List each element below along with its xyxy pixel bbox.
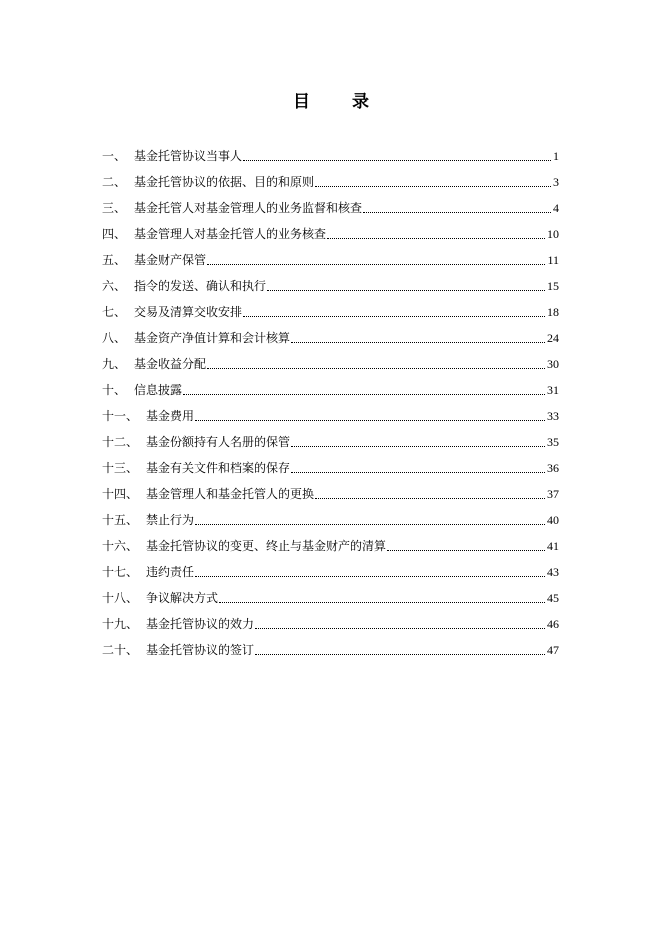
toc-entry-title: 基金托管协议的变更、终止与基金财产的清算 [146, 539, 387, 553]
toc-entry[interactable] [102, 221, 559, 247]
toc-entry[interactable] [102, 195, 559, 221]
toc-entry-number: 九、 [102, 357, 127, 371]
toc-entry[interactable] [102, 429, 559, 455]
toc-entry[interactable] [102, 377, 559, 403]
toc-dot-leader [183, 393, 545, 395]
toc-entry[interactable] [102, 247, 559, 273]
page-title: 目 录 [293, 92, 387, 112]
toc-entry[interactable] [102, 273, 559, 299]
toc-entry-number: 二十、 [102, 643, 139, 657]
toc-entry-title: 信息披露 [134, 383, 183, 397]
toc-dot-leader [291, 471, 545, 473]
toc-entry-title: 基金托管协议当事人 [134, 149, 243, 163]
toc-entry[interactable] [102, 507, 559, 533]
toc-dot-leader [291, 445, 545, 447]
toc-page-number: 33 [547, 409, 559, 423]
toc-page-number: 46 [547, 617, 559, 631]
toc-entry-number: 二、 [102, 175, 127, 189]
toc-page-number: 10 [547, 227, 559, 241]
toc-entry-title: 交易及清算交收安排 [134, 305, 243, 319]
toc-page-number: 40 [547, 513, 559, 527]
toc-entry-number: 十一、 [102, 409, 139, 423]
toc-entry-number: 十二、 [102, 435, 139, 449]
toc-dot-leader [267, 289, 545, 291]
toc-page-number: 47 [547, 643, 559, 657]
toc-entry[interactable] [102, 533, 559, 559]
toc-entry[interactable] [102, 403, 559, 429]
toc-dot-leader [195, 523, 545, 525]
toc-entry-number: 十六、 [102, 539, 139, 553]
toc-page-number: 43 [547, 565, 559, 579]
toc-entry-title: 基金收益分配 [134, 357, 207, 371]
toc-page-number: 18 [547, 305, 559, 319]
toc-entry-number: 三、 [102, 201, 127, 215]
toc-page-number: 15 [547, 279, 559, 293]
toc-entry-title: 基金份额持有人名册的保管 [146, 435, 291, 449]
toc-entry-title: 基金托管协议的依据、目的和原则 [134, 175, 315, 189]
toc-entry-number: 十五、 [102, 513, 139, 527]
toc-page-number: 4 [553, 201, 559, 215]
toc-entry-title: 基金费用 [146, 409, 195, 423]
toc-entry-number: 八、 [102, 331, 127, 345]
toc-entry[interactable] [102, 637, 559, 663]
toc-entry-title: 争议解决方式 [146, 591, 219, 605]
toc-entry-number: 五、 [102, 253, 127, 267]
toc-entry[interactable] [102, 299, 559, 325]
toc-dot-leader [327, 237, 545, 239]
toc-dot-leader [363, 211, 551, 213]
toc-dot-leader [315, 497, 545, 499]
toc-page-number: 35 [547, 435, 559, 449]
toc-dot-leader [255, 627, 545, 629]
toc-entry-title: 基金托管协议的签订 [146, 643, 255, 657]
toc-entry-number: 十四、 [102, 487, 139, 501]
toc-entry-title: 基金托管人对基金管理人的业务监督和核查 [134, 201, 363, 215]
toc-dot-leader [387, 549, 545, 551]
toc-entry-number: 六、 [102, 279, 127, 293]
toc-entry[interactable] [102, 169, 559, 195]
toc-dot-leader [207, 263, 545, 265]
toc-entry[interactable] [102, 143, 559, 169]
toc-entry[interactable] [102, 325, 559, 351]
toc-entry-number: 十、 [102, 383, 127, 397]
toc-entry-title: 指令的发送、确认和执行 [134, 279, 267, 293]
toc-page-number: 36 [547, 461, 559, 475]
toc-dot-leader [207, 367, 545, 369]
toc-entry[interactable] [102, 585, 559, 611]
toc-entry-title: 基金管理人和基金托管人的更换 [146, 487, 315, 501]
toc-dot-leader [219, 601, 545, 603]
toc-entry-title: 基金托管协议的效力 [146, 617, 255, 631]
toc-dot-leader [243, 315, 545, 317]
toc-page-number: 3 [553, 175, 559, 189]
toc-page-number: 11 [547, 253, 559, 267]
toc-entry-title: 基金有关文件和档案的保存 [146, 461, 291, 475]
toc-entry-number: 十八、 [102, 591, 139, 605]
toc-entry[interactable] [102, 559, 559, 585]
toc-dot-leader [315, 185, 551, 187]
toc-entry[interactable] [102, 611, 559, 637]
toc-entry-title: 基金资产净值计算和会计核算 [134, 331, 291, 345]
toc-dot-leader [195, 419, 545, 421]
toc-page-number: 30 [547, 357, 559, 371]
toc-entry-title: 基金管理人对基金托管人的业务核查 [134, 227, 327, 241]
toc-dot-leader [255, 653, 545, 655]
toc-entry[interactable] [102, 481, 559, 507]
toc-dot-leader [195, 575, 545, 577]
toc-dot-leader [243, 159, 551, 161]
toc-entry-number: 十九、 [102, 617, 139, 631]
toc-page-number: 37 [547, 487, 559, 501]
toc-page-number: 45 [547, 591, 559, 605]
toc-entry-title: 基金财产保管 [134, 253, 207, 267]
toc-dot-leader [291, 341, 545, 343]
table-of-contents [102, 143, 559, 663]
toc-entry-number: 七、 [102, 305, 127, 319]
toc-entry-number: 十三、 [102, 461, 139, 475]
toc-page-number: 24 [547, 331, 559, 345]
toc-entry-title: 违约责任 [146, 565, 195, 579]
toc-page-number: 41 [547, 539, 559, 553]
toc-page-number: 1 [553, 149, 559, 163]
toc-entry-number: 十七、 [102, 565, 139, 579]
toc-entry-number: 一、 [102, 149, 127, 163]
toc-entry[interactable] [102, 351, 559, 377]
toc-entry[interactable] [102, 455, 559, 481]
toc-entry-number: 四、 [102, 227, 127, 241]
toc-entry-title: 禁止行为 [146, 513, 195, 527]
toc-page-number: 31 [547, 383, 559, 397]
